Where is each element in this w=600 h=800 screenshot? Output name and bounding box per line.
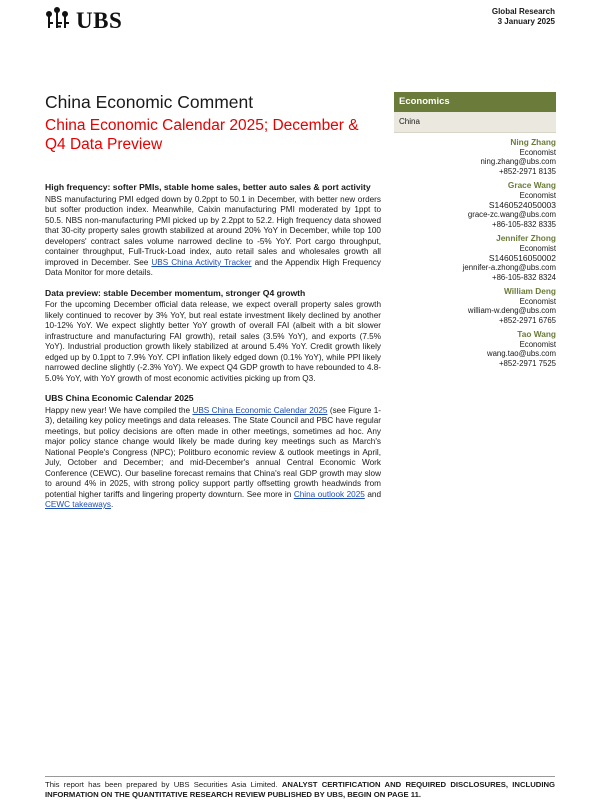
- section-heading: High frequency: softer PMIs, stable home sales, better auto sales & port activity: [45, 182, 371, 192]
- section-high-frequency: [45, 182, 381, 279]
- china-outlook-link[interactable]: China outlook 2025: [293, 489, 365, 499]
- ubs-wordmark: UBS: [76, 7, 123, 33]
- analyst-card: [394, 234, 556, 282]
- analyst-phone: +852-2971 8135: [498, 166, 556, 176]
- economic-calendar-link[interactable]: UBS China Economic Calendar 2025: [192, 405, 328, 415]
- analyst-card: [394, 138, 556, 176]
- analyst-email[interactable]: jennifer-a.zhong@ubs.com: [462, 263, 556, 272]
- main-content: [45, 182, 381, 520]
- analyst-name: Grace Wang: [507, 180, 556, 190]
- analyst-card: [394, 287, 556, 325]
- analyst-name: Tao Wang: [517, 329, 556, 339]
- research-division: Global Research: [491, 7, 555, 16]
- document-title: China Economic Calendar 2025; December & Q4 Data Preview: [45, 117, 359, 153]
- disclosure-footer: [45, 780, 555, 799]
- footer-divider: [45, 776, 555, 777]
- report-date: 3 January 2025: [497, 17, 555, 26]
- ubs-logo: [44, 6, 122, 35]
- section-data-preview: [45, 288, 381, 385]
- cewc-takeaways-link[interactable]: CEWC takeaways: [45, 500, 111, 509]
- analyst-role: Economist: [519, 339, 556, 349]
- section-paragraph: Happy new year! We have compiled the UBS China Economic Calendar 2025 (see Figure 1-3), detailing key policy meetings and data releases. The State Council and PBC have regular meetings, but policy decisions are often made in other meetings, sometimes ad hoc. Any major policy stance change would likely be made during key meetings such as March's National People's Congress (NPC); Politburo economic review & outlook meetings in April, July, October and December; and mid-December's annual Central Economic Work Conference (CEWC). Our baseline forecast remains that China's real GDP growth may slow to around 4% in 2025, with strong policy support partly offsetting growth headwinds from potential higher tariffs and lingering property downturn. See more in China outlook 2025 and CEWC takeaways.: [45, 405, 381, 509]
- analyst-email[interactable]: grace-zc.wang@ubs.com: [467, 210, 556, 219]
- sidebar: [394, 92, 556, 368]
- report-meta: [492, 7, 555, 27]
- category-title: Economics: [394, 92, 556, 112]
- analyst-phone: +852-2971 6765: [498, 315, 556, 325]
- section-heading: UBS China Economic Calendar 2025: [45, 393, 194, 403]
- ubs-keys-logo-icon: [44, 6, 70, 35]
- section-paragraph: NBS manufacturing PMI edged down by 0.2ppt to 50.1 in December, with better new orders but softer production index. Meanwhile, Caixin manufacturing PMI moderated by 1ppt to 50.5. NBS non-manufacturing PMI picked up by 2.2ppt to 52.2. High frequency data showed that 30-city property sales growth stabilized at around 20% YoY in December, while top 100 developers' contract sales volume narrowed decline to -5% YoY. Port cargo throughput, container throughput, Full-Truck-Load index, auto retail sales and wholesales growth all improved in December. See UBS China Activity Tracker and the Appendix High Frequency Data Monitor for more details.: [45, 194, 381, 277]
- analyst-id: S1460516050002: [488, 253, 556, 263]
- analyst-name: William Deng: [503, 286, 556, 296]
- analyst-card: [394, 181, 556, 229]
- section-economic-calendar: [45, 393, 381, 511]
- document-type: China Economic Comment: [45, 92, 254, 112]
- footer-prepared-by: This report has been prepared by UBS Securities Asia Limited.: [45, 780, 278, 789]
- analyst-name: Ning Zhang: [510, 137, 556, 147]
- analyst-role: Economist: [519, 190, 556, 200]
- analyst-name: Jennifer Zhong: [496, 233, 556, 243]
- category-box: [394, 92, 556, 133]
- footer-disclosure-notice: ANALYST CERTIFICATION AND REQUIRED DISCLOSURES, INCLUDING INFORMATION ON THE QUANTITATIVE RESEARCH REVIEW PUBLISHED BY UBS, BEGIN ON PAGE 11.: [45, 780, 555, 799]
- analyst-role: Economist: [519, 147, 556, 157]
- section-paragraph: For the upcoming December official data release, we expect overall property sales growth likely continued to recover by 3% YoY, but real estate investment likely declined by another 10-12% YoY. We expect slightly better YoY growth of overall FAI (albeit with a bit slower infrastructure and manufacturing FAI growth), retail sales (3.5% YoY), and exports (7.5% YoY). Industrial production growth likely stabilized at around 5.4% YoY. Credit growth likely edged up by 0.1ppt to 7.9% YoY. CPI inflation likely edged down (0.1% YoY), while PPI likely narrowed decline slightly (-2.3% YoY). We expect Q4 GDP growth to have rebounded to 4.8-5.0% YoY, with YoY growth of most economic activities picking up from Q3.: [45, 300, 381, 383]
- analyst-id: S1460524050003: [488, 200, 556, 210]
- category-region: China: [394, 112, 556, 133]
- analyst-phone: +86-105-832 8335: [492, 219, 556, 229]
- analyst-role: Economist: [519, 243, 556, 253]
- analyst-email[interactable]: ning.zhang@ubs.com: [480, 157, 556, 166]
- activity-tracker-link[interactable]: UBS China Activity Tracker: [151, 257, 252, 267]
- analyst-phone: +86-105-832 8324: [492, 272, 556, 282]
- analyst-email[interactable]: wang.tao@ubs.com: [486, 349, 556, 358]
- analyst-card: [394, 330, 556, 368]
- analyst-role: Economist: [519, 296, 556, 306]
- analyst-email[interactable]: william-w.deng@ubs.com: [467, 306, 556, 315]
- analyst-phone: +852-2971 7525: [498, 358, 556, 368]
- section-heading: Data preview: stable December momentum, stronger Q4 growth: [45, 287, 306, 298]
